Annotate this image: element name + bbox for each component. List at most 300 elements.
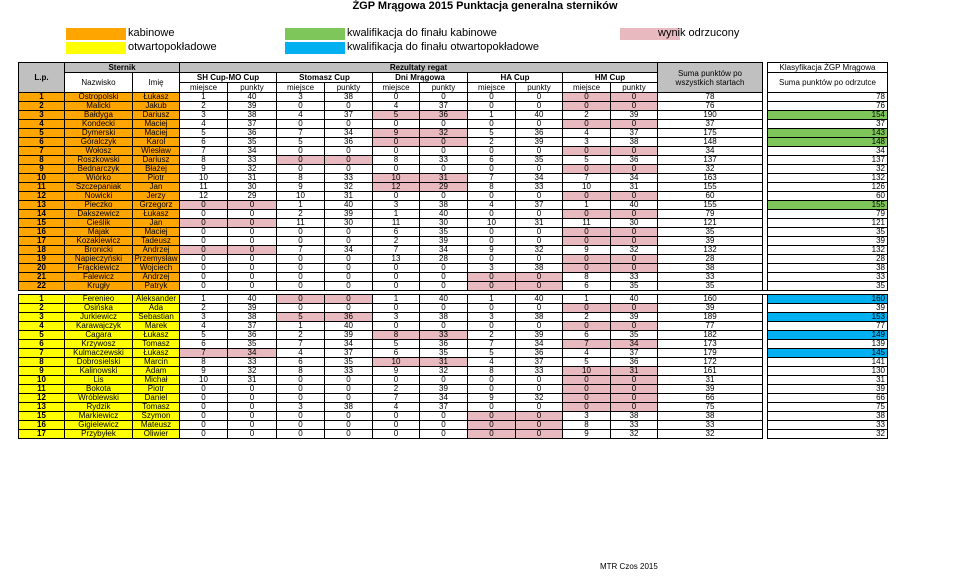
lp-cell: 21 [19,273,65,282]
punkty-cell: 38 [420,201,468,210]
miejsce-cell: 0 [277,264,325,273]
miejsce-cell: 8 [563,421,611,430]
miejsce-cell: 4 [277,349,325,358]
table-row [19,93,888,102]
miejsce-cell: 0 [277,282,325,291]
nazwisko-cell: Markiewicz [65,412,133,421]
table-row [19,120,888,129]
miejsce-cell: 0 [277,394,325,403]
punkty-cell: 39 [325,210,373,219]
miejsce-cell: 8 [180,358,228,367]
punkty-cell: 0 [420,376,468,385]
imie-cell: Dariusz [133,111,180,120]
nazwisko-cell: Cagara [65,331,133,340]
miejsce-cell: 0 [180,385,228,394]
punkty-cell: 38 [611,138,658,147]
punkty-cell: 31 [228,174,277,183]
miejsce-cell: 10 [563,183,611,192]
lp-cell: 20 [19,264,65,273]
punkty-cell: 0 [516,165,563,174]
miejsce-cell: 0 [373,430,420,439]
miejsce-cell: 0 [468,237,516,246]
imie-cell: Jan [133,183,180,192]
suma-odrz-cell: 28 [768,255,888,264]
table-row [19,421,888,430]
suma-odrz-header: Suma punktów po odrzutce [768,73,888,93]
suma-cell: 32 [658,430,763,439]
miejsce-cell: 0 [563,147,611,156]
suma-odrz-cell: 34 [768,147,888,156]
suma-cell: 33 [658,273,763,282]
punkty-cell: 35 [420,228,468,237]
suma-cell: 60 [658,192,763,201]
table-row [19,102,888,111]
punkty-cell: 0 [228,385,277,394]
miejsce-cell: 8 [180,156,228,165]
nazwisko-cell: Bałdyga [65,111,133,120]
punkty-cell: 36 [611,156,658,165]
punkty-cell: 0 [611,255,658,264]
lp-cell: 13 [19,201,65,210]
punkty-cell: 37 [228,322,277,331]
punkty-cell: 0 [611,120,658,129]
miejsce-cell: 0 [468,93,516,102]
punkty-cell: 0 [611,93,658,102]
suma-odrz-cell: 33 [768,421,888,430]
miejsce-cell: 0 [180,412,228,421]
lp-cell: 10 [19,376,65,385]
punkty-cell: 30 [611,219,658,228]
punkty-header: punkty [228,83,277,93]
miejsce-header: miejsce [468,83,516,93]
miejsce-cell: 0 [563,376,611,385]
punkty-cell: 0 [228,282,277,291]
miejsce-cell: 7 [563,174,611,183]
punkty-cell: 36 [325,138,373,147]
results-table [18,62,888,439]
suma-odrz-cell: 132 [768,174,888,183]
punkty-cell: 37 [516,201,563,210]
miejsce-cell: 0 [373,282,420,291]
punkty-cell: 37 [420,403,468,412]
punkty-cell: 0 [516,412,563,421]
miejsce-cell: 9 [468,246,516,255]
imie-cell: Łukasz [133,93,180,102]
miejsce-cell: 2 [373,385,420,394]
lp-cell: 8 [19,156,65,165]
suma-cell: 179 [658,349,763,358]
nazwisko-cell: Wróblewski [65,394,133,403]
miejsce-cell: 0 [373,304,420,313]
miejsce-cell: 9 [373,367,420,376]
punkty-cell: 31 [611,367,658,376]
regata-header-4: HA Cup [468,73,563,83]
miejsce-cell: 9 [180,165,228,174]
table-row [19,376,888,385]
suma-cell: 189 [658,313,763,322]
punkty-cell: 0 [228,201,277,210]
punkty-cell: 34 [611,174,658,183]
miejsce-header: miejsce [563,83,611,93]
suma-cell: 160 [658,295,763,304]
imie-cell: Łukasz [133,349,180,358]
punkty-cell: 30 [420,219,468,228]
punkty-cell: 32 [611,246,658,255]
miejsce-cell: 0 [180,228,228,237]
imie-cell: Maciej [133,228,180,237]
punkty-cell: 0 [420,147,468,156]
table-row [19,412,888,421]
miejsce-cell: 0 [373,273,420,282]
miejsce-cell: 2 [373,237,420,246]
punkty-cell: 0 [516,430,563,439]
punkty-cell: 0 [516,102,563,111]
miejsce-cell: 3 [180,313,228,322]
imie-header: Imię [133,73,180,93]
punkty-cell: 38 [228,111,277,120]
table-row [19,385,888,394]
miejsce-cell: 5 [277,313,325,322]
punkty-cell: 33 [228,156,277,165]
punkty-cell: 0 [516,210,563,219]
miejsce-cell: 5 [563,156,611,165]
punkty-cell: 0 [611,403,658,412]
miejsce-cell: 0 [468,120,516,129]
miejsce-cell: 0 [180,282,228,291]
miejsce-cell: 1 [563,295,611,304]
punkty-cell: 0 [325,421,373,430]
miejsce-cell: 0 [180,273,228,282]
lp-cell: 3 [19,313,65,322]
miejsce-cell: 0 [180,246,228,255]
imie-cell: Mateusz [133,421,180,430]
table-row [19,165,888,174]
lp-cell: 22 [19,282,65,291]
miejsce-cell: 0 [468,385,516,394]
miejsce-cell: 0 [468,403,516,412]
punkty-cell: 0 [611,102,658,111]
punkty-cell: 0 [325,394,373,403]
nazwisko-cell: Napieczyński [65,255,133,264]
miejsce-cell: 5 [180,331,228,340]
miejsce-cell: 8 [373,331,420,340]
punkty-cell: 0 [325,385,373,394]
punkty-cell: 0 [516,282,563,291]
punkty-cell: 32 [611,430,658,439]
regata-header-3: Dni Mrągowa [373,73,468,83]
miejsce-cell: 4 [373,102,420,111]
miejsce-cell: 0 [468,255,516,264]
nazwisko-cell: Jurkiewicz [65,313,133,322]
punkty-cell: 34 [325,129,373,138]
punkty-cell: 0 [228,228,277,237]
punkty-cell: 37 [516,358,563,367]
suma-odrz-cell: 32 [768,430,888,439]
miejsce-cell: 0 [468,192,516,201]
punkty-cell: 0 [420,165,468,174]
punkty-cell: 0 [516,421,563,430]
miejsce-cell: 0 [180,264,228,273]
table-row [19,192,888,201]
punkty-cell: 0 [325,376,373,385]
punkty-cell: 37 [611,349,658,358]
suma-cell: 75 [658,403,763,412]
miejsce-cell: 1 [373,210,420,219]
miejsce-cell: 0 [277,412,325,421]
punkty-cell: 0 [611,228,658,237]
miejsce-cell: 2 [468,331,516,340]
legend-swatch-otwartopokladowe [66,42,126,54]
punkty-cell: 0 [611,210,658,219]
suma-odrz-cell: 33 [768,273,888,282]
miejsce-cell: 9 [373,129,420,138]
miejsce-cell: 5 [373,340,420,349]
miejsce-cell: 0 [563,93,611,102]
miejsce-cell: 0 [563,210,611,219]
punkty-cell: 35 [228,138,277,147]
miejsce-cell: 0 [468,412,516,421]
miejsce-cell: 7 [277,129,325,138]
table-row [19,340,888,349]
miejsce-cell: 0 [277,376,325,385]
table-row [19,430,888,439]
miejsce-cell: 0 [468,102,516,111]
imie-cell: Tomasz [133,403,180,412]
lp-cell: 14 [19,210,65,219]
miejsce-cell: 0 [373,322,420,331]
miejsce-cell: 11 [373,219,420,228]
imie-cell: Dariusz [133,156,180,165]
miejsce-cell: 0 [563,192,611,201]
punkty-cell: 39 [325,331,373,340]
miejsce-cell: 0 [277,165,325,174]
imie-cell: Marek [133,322,180,331]
suma-odrz-cell: 132 [768,246,888,255]
table-row [19,156,888,165]
table-row [19,273,888,282]
punkty-cell: 38 [611,412,658,421]
suma-odrz-cell: 39 [768,304,888,313]
miejsce-cell: 0 [563,304,611,313]
punkty-cell: 40 [516,295,563,304]
miejsce-cell: 0 [563,255,611,264]
punkty-cell: 32 [228,367,277,376]
suma-cell: 78 [658,93,763,102]
lp-cell: 2 [19,304,65,313]
miejsce-cell: 1 [468,111,516,120]
punkty-cell: 34 [228,349,277,358]
suma-odrz-cell: 32 [768,165,888,174]
table-row [19,183,888,192]
suma-odrz-cell: 148 [768,138,888,147]
punkty-cell: 0 [516,120,563,129]
nazwisko-cell: Szczepaniak [65,183,133,192]
nazwisko-cell: Nowicki [65,192,133,201]
nazwisko-cell: Karawajczyk [65,322,133,331]
suma-odrz-cell: 31 [768,376,888,385]
punkty-cell: 0 [325,255,373,264]
nazwisko-cell: Kalinowski [65,367,133,376]
miejsce-cell: 2 [563,111,611,120]
nazwisko-cell: Krzywosz [65,340,133,349]
suma-odrz-cell: 60 [768,192,888,201]
miejsce-cell: 7 [180,147,228,156]
suma-odrz-cell: 39 [768,237,888,246]
miejsce-cell: 6 [180,340,228,349]
miejsce-cell: 0 [563,385,611,394]
punkty-cell: 0 [420,322,468,331]
miejsce-cell: 4 [180,120,228,129]
miejsce-cell: 0 [180,237,228,246]
miejsce-cell: 0 [277,430,325,439]
suma-odrz-cell: 130 [768,367,888,376]
suma-cell: 190 [658,111,763,120]
punkty-cell: 38 [516,264,563,273]
punkty-cell: 37 [325,111,373,120]
punkty-cell: 0 [420,273,468,282]
punkty-cell: 0 [516,273,563,282]
punkty-cell: 38 [325,93,373,102]
table-row [19,331,888,340]
table-row [19,174,888,183]
miejsce-cell: 0 [468,304,516,313]
table-row [19,219,888,228]
suma-cell: 163 [658,174,763,183]
punkty-cell: 33 [611,273,658,282]
punkty-cell: 0 [228,430,277,439]
punkty-cell: 34 [516,174,563,183]
miejsce-cell: 3 [277,93,325,102]
imie-cell: Oliwier [133,430,180,439]
miejsce-cell: 2 [180,304,228,313]
miejsce-cell: 0 [563,237,611,246]
miejsce-cell: 2 [563,313,611,322]
punkty-cell: 40 [420,210,468,219]
suma-odrz-cell: 77 [768,322,888,331]
punkty-cell: 36 [420,340,468,349]
suma-cell: 39 [658,237,763,246]
lp-cell: 16 [19,228,65,237]
miejsce-cell: 0 [373,165,420,174]
miejsce-cell: 0 [563,102,611,111]
punkty-cell: 0 [611,304,658,313]
punkty-cell: 0 [611,237,658,246]
suma-cell: 38 [658,264,763,273]
lp-cell: 10 [19,174,65,183]
miejsce-cell: 9 [563,246,611,255]
punkty-cell: 0 [325,165,373,174]
punkty-cell: 0 [228,412,277,421]
punkty-cell: 40 [325,322,373,331]
miejsce-cell: 0 [277,255,325,264]
miejsce-cell: 0 [180,219,228,228]
punkty-cell: 0 [325,304,373,313]
punkty-cell: 34 [420,246,468,255]
miejsce-cell: 3 [180,111,228,120]
punkty-cell: 35 [611,331,658,340]
imie-cell: Wojciech [133,264,180,273]
miejsce-cell: 0 [468,421,516,430]
miejsce-cell: 0 [468,147,516,156]
table-row [19,228,888,237]
punkty-cell: 0 [325,430,373,439]
punkty-header: punkty [325,83,373,93]
nazwisko-cell: Falewicz [65,273,133,282]
miejsce-cell: 1 [180,93,228,102]
nazwisko-cell: Wiórko [65,174,133,183]
suma-cell: 34 [658,147,763,156]
suma-cell: 39 [658,385,763,394]
punkty-cell: 0 [611,192,658,201]
lp-cell: 19 [19,255,65,264]
table-row [19,349,888,358]
punkty-cell: 29 [228,192,277,201]
miejsce-cell: 0 [563,120,611,129]
suma-odrz-cell: 76 [768,102,888,111]
miejsce-cell: 7 [373,394,420,403]
punkty-cell: 0 [420,421,468,430]
miejsce-cell: 6 [373,349,420,358]
punkty-cell: 34 [516,340,563,349]
miejsce-cell: 0 [468,282,516,291]
lp-cell: 9 [19,165,65,174]
lp-cell: 4 [19,120,65,129]
nazwisko-cell: Dobrosielski [65,358,133,367]
punkty-cell: 0 [516,403,563,412]
punkty-cell: 33 [228,358,277,367]
miejsce-cell: 3 [563,412,611,421]
punkty-cell: 0 [516,228,563,237]
suma-cell: 175 [658,129,763,138]
group-otwartopokladowe [19,295,888,439]
suma-cell: 132 [658,246,763,255]
miejsce-cell: 10 [180,376,228,385]
punkty-cell: 0 [611,394,658,403]
punkty-cell: 33 [420,156,468,165]
suma-cell: 66 [658,394,763,403]
punkty-cell: 0 [516,304,563,313]
suma-cell: 155 [658,183,763,192]
miejsce-cell: 5 [277,138,325,147]
miejsce-cell: 0 [180,430,228,439]
miejsce-cell: 7 [468,340,516,349]
nazwisko-cell: Ostropolski [65,93,133,102]
miejsce-cell: 4 [180,322,228,331]
miejsce-cell: 10 [180,174,228,183]
punkty-cell: 40 [228,295,277,304]
miejsce-cell: 1 [180,295,228,304]
punkty-cell: 35 [325,358,373,367]
lp-cell: 15 [19,412,65,421]
lp-cell: 13 [19,403,65,412]
punkty-cell: 0 [228,237,277,246]
lp-cell: 11 [19,183,65,192]
punkty-cell: 0 [228,219,277,228]
miejsce-cell: 0 [373,192,420,201]
punkty-cell: 33 [516,367,563,376]
table-row [19,129,888,138]
punkty-cell: 28 [420,255,468,264]
miejsce-cell: 0 [373,421,420,430]
punkty-cell: 0 [228,403,277,412]
punkty-cell: 38 [228,313,277,322]
nazwisko-cell: Kulmaczewski [65,349,133,358]
sternik-header: Sternik [65,63,180,73]
miejsce-cell: 3 [468,313,516,322]
miejsce-cell: 7 [277,340,325,349]
punkty-cell: 0 [228,421,277,430]
miejsce-cell: 3 [277,403,325,412]
